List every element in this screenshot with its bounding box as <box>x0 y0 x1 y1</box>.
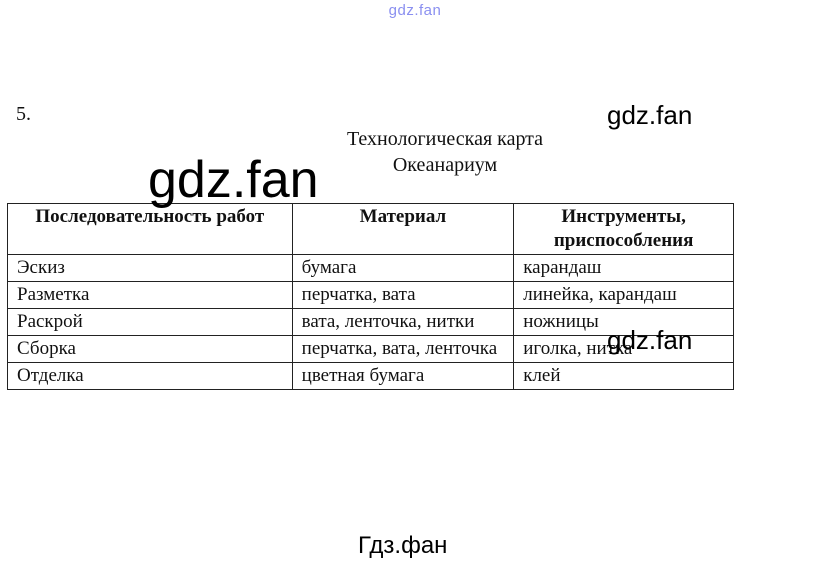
cell-tools: клей <box>514 363 734 390</box>
table-row <box>8 282 734 309</box>
header-sequence: Последовательность работ <box>8 204 293 255</box>
table-row <box>8 255 734 282</box>
watermark-right-lower: gdz.fan <box>607 325 693 355</box>
task-number: 5. <box>16 103 31 125</box>
cell-step: Раскрой <box>8 309 293 336</box>
cell-material: бумага <box>292 255 514 282</box>
cell-step: Отделка <box>8 363 293 390</box>
cell-material: цветная бумага <box>292 363 514 390</box>
cell-tools: иголка, нитка <box>514 336 734 363</box>
cell-step: Разметка <box>8 282 293 309</box>
technology-card-table <box>7 203 734 390</box>
table-header-row <box>8 204 734 255</box>
watermark-right-upper: gdz.fan <box>607 100 693 130</box>
cell-tools: ножницы <box>514 309 734 336</box>
cell-tools: карандаш <box>514 255 734 282</box>
cell-step: Эскиз <box>8 255 293 282</box>
cell-material: перчатка, вата, ленточка <box>292 336 514 363</box>
header-tools: Инструменты, приспособления <box>514 204 734 255</box>
watermark-large: gdz.fan <box>148 151 319 209</box>
header-material: Материал <box>292 204 514 255</box>
cell-material: вата, ленточка, нитки <box>292 309 514 336</box>
page-title: Технологическая карта <box>346 128 544 150</box>
table-row <box>8 363 734 390</box>
cell-step: Сборка <box>8 336 293 363</box>
watermark-top: gdz.fan <box>388 2 442 19</box>
cell-tools: линейка, карандаш <box>514 282 734 309</box>
page-subtitle: Океанариум <box>392 154 498 176</box>
watermark-bottom: Гдз.фан <box>358 532 448 559</box>
cell-material: перчатка, вата <box>292 282 514 309</box>
